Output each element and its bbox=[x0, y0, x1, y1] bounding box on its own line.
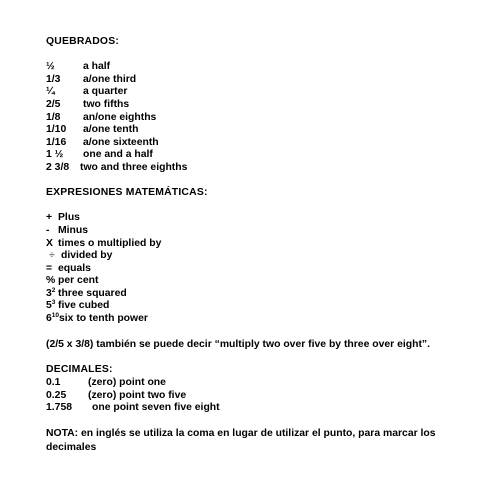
plus-symbol: + bbox=[46, 212, 53, 224]
decimal-item bbox=[46, 390, 476, 403]
times-symbol: X bbox=[46, 237, 53, 249]
fraction-term: 1/10 bbox=[46, 124, 67, 136]
fraction-meaning: a/one tenth bbox=[83, 124, 139, 136]
expression-item bbox=[46, 288, 476, 301]
fraction-term: 1/16 bbox=[46, 136, 67, 148]
decimal-meaning: (zero) point two five bbox=[88, 389, 187, 401]
percent-symbol: % bbox=[46, 275, 56, 287]
decimal-number: 1.758 bbox=[46, 402, 73, 414]
power-notation: $5^3$ bbox=[46, 299, 56, 312]
fraction-item bbox=[46, 149, 476, 162]
fraction-term: 1/3 bbox=[46, 73, 61, 85]
expression-meaning: per cent bbox=[58, 275, 99, 287]
minus-symbol: - bbox=[46, 224, 50, 236]
expression-item bbox=[46, 275, 476, 288]
power-notation: $6^{10}$ bbox=[46, 312, 60, 325]
fraction-item bbox=[46, 86, 476, 99]
fraction-meaning: two fifths bbox=[83, 98, 130, 110]
fraction-term: ½ bbox=[46, 61, 55, 73]
document-page bbox=[46, 36, 476, 454]
expression-meaning: divided by bbox=[61, 250, 113, 262]
fraction-meaning: a/one third bbox=[83, 73, 137, 85]
fraction-item bbox=[46, 61, 476, 74]
expressions-heading: EXPRESIONES MATEMÁTICAS: bbox=[46, 187, 208, 199]
fraction-term: 1 ½ bbox=[46, 149, 64, 161]
expression-item bbox=[46, 212, 476, 225]
decimal-item bbox=[46, 402, 476, 415]
fraction-meaning: a quarter bbox=[83, 86, 128, 98]
power-notation: $3^2$ bbox=[46, 286, 56, 299]
expression-meaning: Plus bbox=[58, 212, 80, 224]
fraction-term: 2/5 bbox=[46, 98, 61, 110]
fraction-item bbox=[46, 74, 476, 87]
expression-item bbox=[46, 250, 476, 263]
decimal-number: 0.25 bbox=[46, 389, 67, 401]
decimal-item bbox=[46, 377, 476, 390]
fraction-meaning: two and three eighths bbox=[80, 161, 188, 173]
fractions-heading: QUEBRADOS: bbox=[46, 36, 120, 47]
expression-meaning: five cubed bbox=[58, 300, 110, 312]
fraction-item bbox=[46, 137, 476, 150]
decimals-list bbox=[46, 377, 476, 415]
fraction-meaning: one and a half bbox=[83, 149, 153, 161]
fraction-term: 1/8 bbox=[46, 111, 61, 123]
example-paragraph: (2/5 x 3/8) también se puede decir “multiply two over five by three over eight”. bbox=[46, 339, 430, 351]
decimal-number: 0.1 bbox=[46, 376, 61, 388]
divide-symbol: ÷ bbox=[49, 250, 55, 262]
expression-item bbox=[46, 313, 476, 326]
fraction-meaning: an/one eighths bbox=[83, 111, 157, 123]
fraction-term: ¼ bbox=[46, 86, 55, 98]
fraction-item bbox=[46, 162, 476, 175]
expression-meaning: Minus bbox=[58, 224, 89, 236]
fraction-term: 2 3/8 bbox=[46, 161, 70, 173]
fractions-list bbox=[46, 61, 476, 174]
note-paragraph: NOTA: en inglés se utiliza la coma en lugar de utilizar el punto, para marcar los decimales bbox=[46, 428, 436, 453]
expression-meaning: equals bbox=[58, 262, 91, 274]
decimal-meaning: one point seven five eight bbox=[92, 402, 220, 414]
expression-item bbox=[46, 238, 476, 251]
fraction-meaning: a half bbox=[83, 61, 111, 73]
equals-symbol: = bbox=[46, 262, 53, 274]
fraction-meaning: a/one sixteenth bbox=[83, 136, 159, 148]
expression-meaning: six to tenth power bbox=[59, 313, 148, 325]
expression-item bbox=[46, 300, 476, 313]
expressions-list bbox=[46, 212, 476, 325]
expression-meaning: three squared bbox=[58, 287, 127, 299]
expression-meaning: times o multiplied by bbox=[58, 237, 162, 249]
fraction-item bbox=[46, 112, 476, 125]
fraction-item bbox=[46, 99, 476, 112]
fraction-item bbox=[46, 124, 476, 137]
expression-item bbox=[46, 225, 476, 238]
expression-item bbox=[46, 263, 476, 276]
decimals-heading: DECIMALES: bbox=[46, 364, 113, 376]
decimal-meaning: (zero) point one bbox=[88, 376, 166, 388]
